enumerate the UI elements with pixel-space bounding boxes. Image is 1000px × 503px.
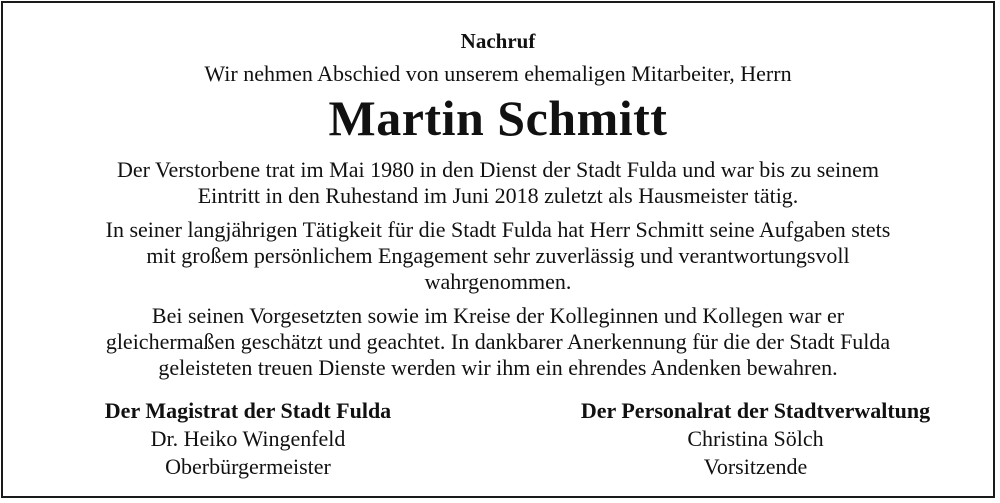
signature-organization: Der Personalrat der Stadtverwaltung	[580, 398, 931, 423]
signature-magistrat	[53, 397, 443, 481]
paragraph-line: wahrgenommen.	[424, 269, 572, 294]
notice-heading: Nachruf	[460, 29, 536, 53]
paragraph-line: In seiner langjährigen Tätigkeit für die Stadt Fulda hat Herr Schmitt seine Aufgaben stets	[105, 217, 891, 242]
paragraph-service	[3, 157, 993, 209]
paragraph-remembrance	[3, 303, 993, 381]
paragraph-line: Der Verstorbene trat im Mai 1980 in den Dienst der Stadt Fulda und war bis zu seinem	[116, 157, 880, 182]
deceased-name: Martin Schmitt	[328, 90, 668, 146]
signature-role: Vorsitzende	[703, 454, 808, 479]
signature-person: Christina Sölch	[687, 426, 824, 451]
signature-person: Dr. Heiko Wingenfeld	[150, 426, 346, 451]
signature-role: Oberbürgermeister	[165, 454, 331, 479]
paragraph-line: Eintritt in den Ruhestand im Juni 2018 zuletzt als Hausmeister tätig.	[197, 183, 799, 208]
signature-organization: Der Magistrat der Stadt Fulda	[104, 398, 392, 423]
paragraph-line: Bei seinen Vorgesetzten sowie im Kreise der Kolleginnen und Kollegen war er	[151, 303, 845, 328]
paragraph-line: geleisteten treuen Dienste werden wir ihm ein ehrendes Andenken bewahren.	[158, 355, 838, 380]
paragraph-line: gleichermaßen geschätzt und geachtet. In dankbarer Anerkennung für die der Stadt Fulda	[105, 329, 891, 354]
signature-personalrat	[523, 397, 988, 481]
obituary-notice	[1, 1, 995, 498]
notice-intro: Wir nehmen Abschied von unserem ehemaligen Mitarbeiter, Herrn	[204, 61, 792, 86]
paragraph-duties	[3, 217, 993, 295]
paragraph-line: mit großem persönlichem Engagement sehr zuverlässig und verantwortungsvoll	[146, 243, 850, 268]
